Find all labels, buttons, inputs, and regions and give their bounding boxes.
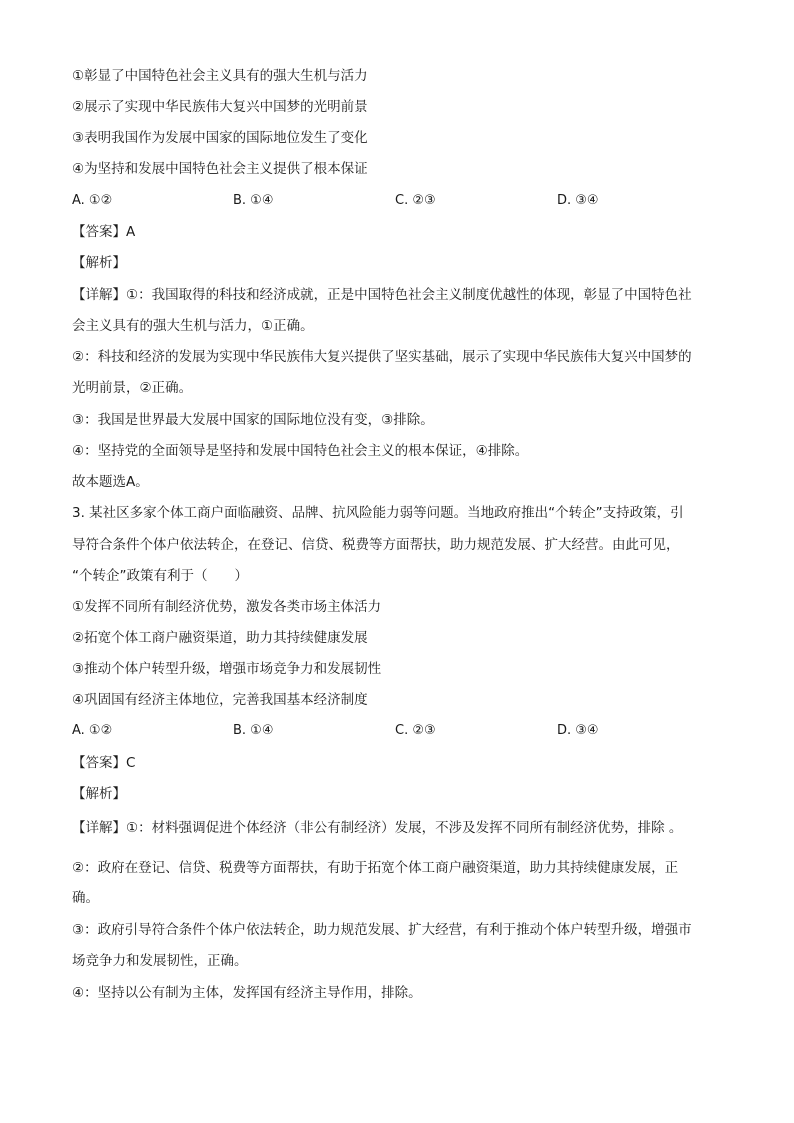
q3-option-b: B. ①④ (233, 723, 274, 738)
q2-detail-line-1: 【详解】①：我国取得的科技和经济成就，正是中国特色社会主义制度优越性的体现，彰显了中国特色社 (72, 287, 692, 303)
q2-detail-line-7: 故本题选A。 (72, 474, 149, 490)
q3-stem-line-1: 3. 某社区多家个体工商户面临融资、品牌、抗风险能力弱等问题。当地政府推出“个转企”支持政策，引 (72, 505, 684, 521)
q2-statement-3: ③表明我国作为发展中国家的国际地位发生了变化 (72, 130, 368, 146)
q2-option-b: B. ①④ (233, 193, 274, 208)
q3-detail-line-5: 场竞争力和发展韧性，正确。 (72, 953, 248, 969)
q2-option-a: A. ①② (72, 193, 113, 208)
q2-detail-line-6: ④：坚持党的全面领导是坚持和发展中国特色社会主义的根本保证，④排除。 (72, 443, 529, 459)
q3-statement-3: ③推动个体户转型升级，增强市场竞争力和发展韧性 (72, 661, 382, 677)
q3-stem-line-3: “个转企”政策有利于（ ） (72, 568, 248, 584)
q3-detail-line-4: ③：政府引导符合条件个体户依法转企，助力规范发展、扩大经营，有利于推动个体户转型升级，增强市 (72, 922, 692, 938)
q3-option-a: A. ①② (72, 723, 113, 738)
q3-statement-1: ①发挥不同所有制经济优势，激发各类市场主体活力 (72, 599, 382, 615)
q2-answer: 【答案】A (72, 224, 136, 240)
q3-detail-line-1: 【详解】①：材料强调促进个体经济（非公有制经济）发展，不涉及发挥不同所有制经济优势，排除 。 (72, 820, 683, 836)
q2-option-d: D. ③④ (557, 193, 599, 208)
q3-analysis-label: 【解析】 (72, 786, 126, 802)
q3-detail-line-3: 确。 (72, 890, 99, 906)
q3-detail-line-2: ②：政府在登记、信贷、税费等方面帮扶，有助于拓宽个体工商户融资渠道，助力其持续健康发展，正 (72, 860, 679, 876)
q3-answer: 【答案】C (72, 755, 136, 771)
q3-detail-line-6: ④：坚持以公有制为主体，发挥国有经济主导作用，排除。 (72, 985, 422, 1001)
q3-statement-2: ②拓宽个体工商户融资渠道，助力其持续健康发展 (72, 630, 368, 646)
q2-statement-2: ②展示了实现中华民族伟大复兴中国梦的光明前景 (72, 99, 368, 115)
q2-detail-line-2: 会主义具有的强大生机与活力，①正确。 (72, 318, 314, 334)
q2-statement-4: ④为坚持和发展中国特色社会主义提供了根本保证 (72, 161, 368, 177)
q3-stem-line-2: 导符合条件个体户依法转企，在登记、信贷、税费等方面帮扶，助力规范发展、扩大经营。由此可见， (72, 537, 680, 553)
q2-detail-line-5: ③：我国是世界最大发展中国家的国际地位没有变，③排除。 (72, 412, 434, 428)
q2-detail-line-3: ②：科技和经济的发展为实现中华民族伟大复兴提供了坚实基础，展示了实现中华民族伟大复兴中国梦的 (72, 349, 692, 365)
q2-statement-1: ①彰显了中国特色社会主义具有的强大生机与活力 (72, 68, 368, 84)
q2-detail-line-4: 光明前景，②正确。 (72, 380, 193, 396)
q3-statement-4: ④巩固国有经济主体地位，完善我国基本经济制度 (72, 692, 368, 708)
q2-option-c: C. ②③ (395, 193, 436, 208)
q3-option-c: C. ②③ (395, 723, 436, 738)
q2-analysis-label: 【解析】 (72, 255, 126, 271)
q3-option-d: D. ③④ (557, 723, 599, 738)
